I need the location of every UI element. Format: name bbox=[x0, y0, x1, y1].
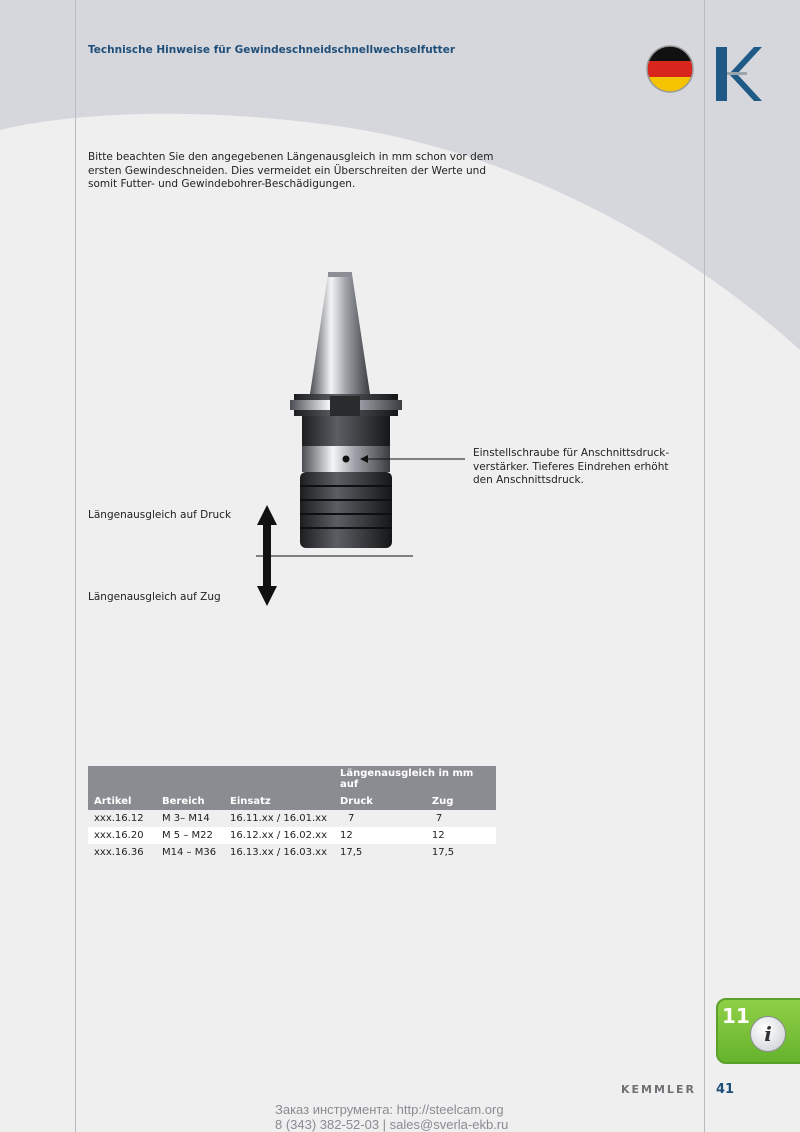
table-header-row bbox=[88, 792, 496, 810]
table-row bbox=[88, 827, 496, 844]
column-header: Druck bbox=[334, 792, 426, 810]
table-row bbox=[88, 810, 496, 827]
compensation-table bbox=[88, 766, 496, 861]
table-cell: 16.11.xx / 16.01.xx bbox=[224, 810, 334, 827]
intro-paragraph: Bitte beachten Sie den angegebenen Längenausgleich in mm schon vor dem ersten Gewindeschneiden. Dies vermeidet ein Überschreiten der Werte und somit Futter- und Gewindebohrer-Beschädigungen. bbox=[88, 151, 494, 190]
table-cell: 16.12.xx / 16.02.xx bbox=[224, 827, 334, 844]
group-header: Längenausgleich in mm auf bbox=[334, 766, 496, 792]
table-group-header-row bbox=[88, 766, 496, 792]
table-row bbox=[88, 844, 496, 861]
compression-label: Längenausgleich auf Druck bbox=[88, 509, 232, 521]
table-cell: xxx.16.12 bbox=[88, 810, 156, 827]
page-number: 41 bbox=[716, 1082, 735, 1097]
column-header: Einsatz bbox=[224, 792, 334, 810]
table-cell: 12 bbox=[334, 827, 426, 844]
table-cell: 12 bbox=[426, 827, 496, 844]
table-cell: M 5 – M22 bbox=[156, 827, 224, 844]
table-cell: 7 bbox=[426, 810, 496, 827]
contact-line: 8 (343) 382-52-03 | sales@sverla-ekb.ru bbox=[275, 1117, 509, 1132]
table-cell: M 3– M14 bbox=[156, 810, 224, 827]
brand-name: KEMMLER bbox=[621, 1083, 696, 1096]
table-cell: M14 – M36 bbox=[156, 844, 224, 861]
table-cell: 17,5 bbox=[426, 844, 496, 861]
column-header: Zug bbox=[426, 792, 496, 810]
table-cell: 17,5 bbox=[334, 844, 426, 861]
tension-label: Längenausgleich auf Zug bbox=[88, 591, 221, 603]
table-cell: 7 bbox=[334, 810, 426, 827]
info-icon: i bbox=[750, 1016, 786, 1052]
order-line: Заказ инструмента: http://steelcam.org bbox=[275, 1102, 504, 1117]
page-title: Technische Hinweise für Gewindeschneidschnellwechselfutter bbox=[88, 44, 456, 56]
table-cell: 16.13.xx / 16.03.xx bbox=[224, 844, 334, 861]
adjustment-screw-callout: Einstellschraube für Anschnittsdruck-verstärker. Tieferes Eindrehen erhöht den Anschnittsdruck. bbox=[473, 447, 670, 486]
column-header: Artikel bbox=[88, 792, 156, 810]
table-cell: xxx.16.36 bbox=[88, 844, 156, 861]
column-header: Bereich bbox=[156, 792, 224, 810]
chapter-number: 11 bbox=[722, 1004, 750, 1028]
table-cell: xxx.16.20 bbox=[88, 827, 156, 844]
